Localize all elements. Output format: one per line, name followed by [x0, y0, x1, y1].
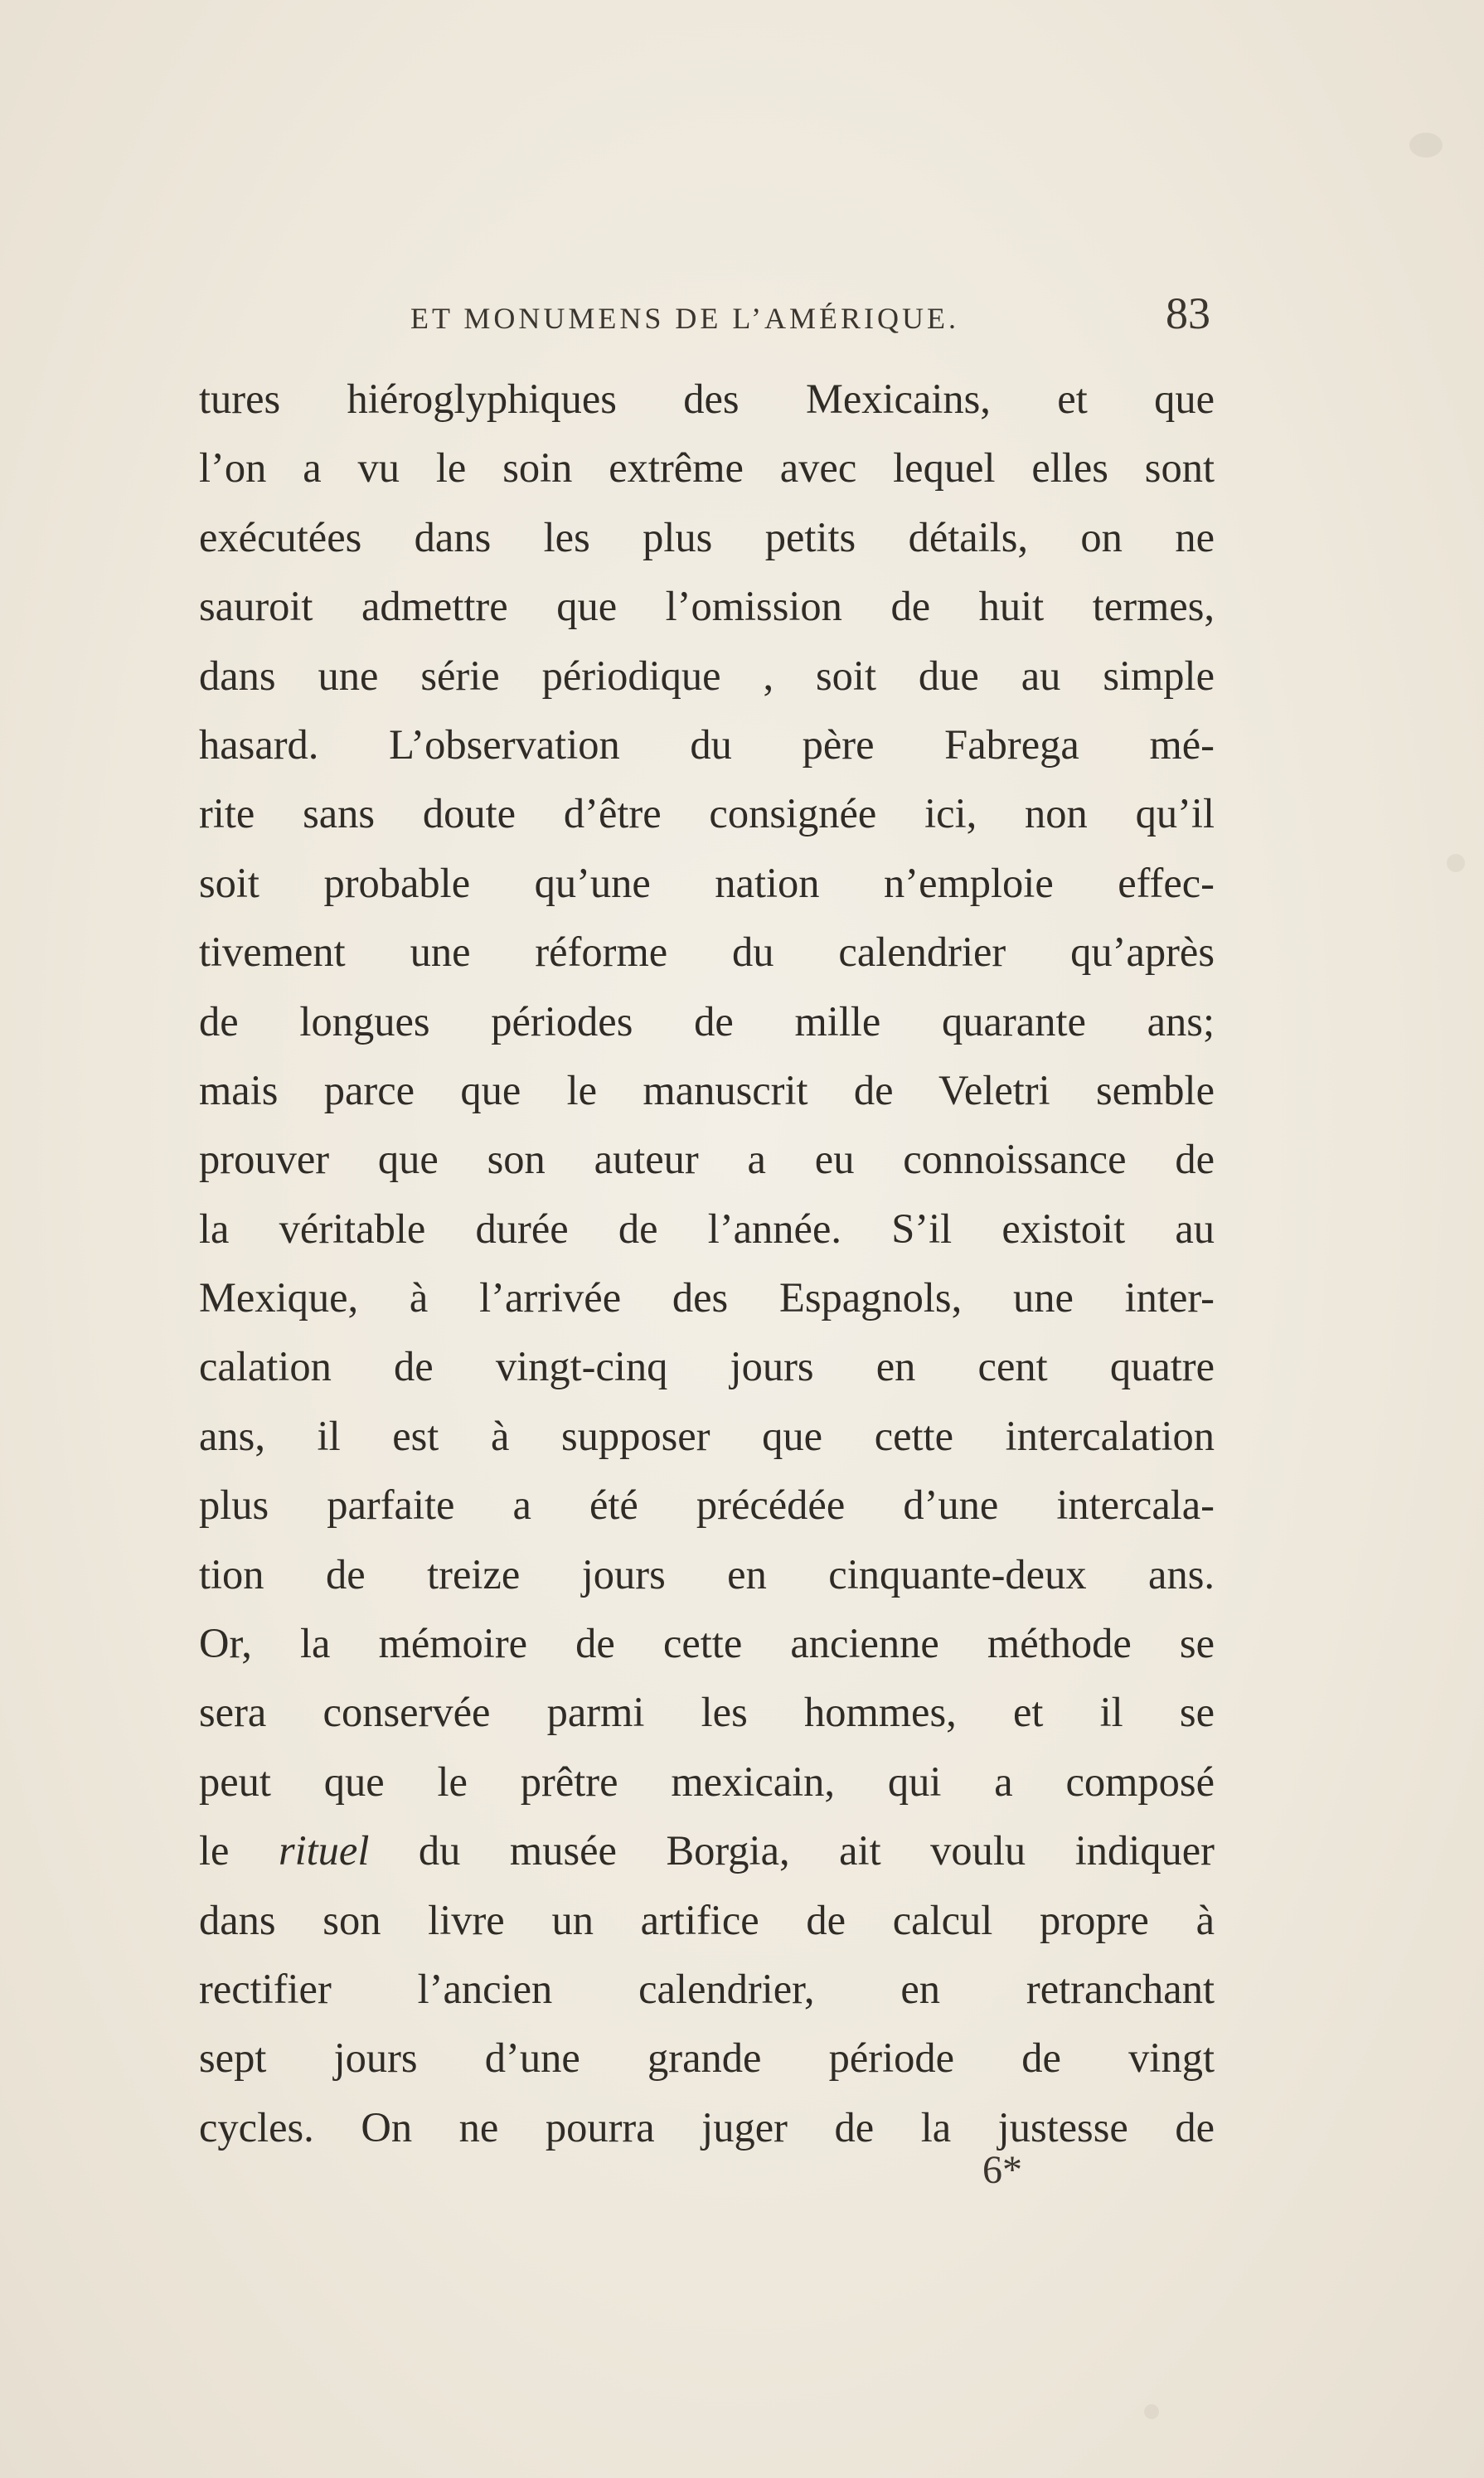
text-fragment: du musée Borgia, ait voulu indiquer — [369, 1827, 1215, 1874]
text-fragment: le — [199, 1827, 279, 1874]
text-line: l’on a vu le soin extrême avec lequel elles sont — [199, 444, 1215, 492]
text-line: soit probable qu’une nation n’emploie effec- — [199, 859, 1215, 906]
text-line: tion de treize jours en cinquante-deux ans. — [199, 1550, 1215, 1598]
text-line: la véritable durée de l’année. S’il existoit au — [199, 1205, 1215, 1252]
running-title: ET MONUMENS DE L’AMÉRIQUE. — [410, 302, 959, 335]
text-line: sauroit admettre que l’omission de huit termes, — [199, 583, 1215, 630]
page-number: 83 — [1166, 289, 1210, 338]
text-line: prouver que son auteur a eu connoissance de — [199, 1136, 1215, 1183]
text-line: tivement une réforme du calendrier qu’après — [199, 929, 1215, 976]
text-line: ans, il est à supposer que cette intercalation — [199, 1412, 1215, 1459]
paper-stain — [1409, 133, 1443, 158]
text-line: Or, la mémoire de cette ancienne méthode se — [199, 1620, 1215, 1667]
text-line: Mexique, à l’arrivée des Espagnols, une inter- — [199, 1274, 1215, 1321]
text-line: rite sans doute d’être consignée ici, non qu’il — [199, 790, 1215, 837]
text-line: sept jours d’une grande période de vingt — [199, 2034, 1215, 2082]
paper-stain — [1144, 2404, 1159, 2419]
text-line: rectifier l’ancien calendrier, en retranchant — [199, 1965, 1215, 2012]
paper-stain — [1447, 854, 1465, 872]
running-head — [203, 286, 1210, 344]
italic-word-rituel: rituel — [278, 1827, 370, 1874]
text-line: cycles. On ne pourra juger de la justesse de — [199, 2103, 1215, 2151]
text-line-rituel — [199, 1816, 1215, 1885]
text-line: calation de vingt-cinq jours en cent quatre — [199, 1343, 1215, 1390]
text-line: sera conservée parmi les hommes, et il se — [199, 1689, 1215, 1736]
text-line: mais parce que le manuscrit de Veletri semble — [199, 1066, 1215, 1113]
signature-mark: 6* — [982, 2148, 1022, 2192]
text-line: dans son livre un artifice de calcul propre à — [199, 1896, 1215, 1943]
text-line: dans une série périodique , soit due au simple — [199, 652, 1215, 699]
text-line: plus parfaite a été précédée d’une intercala- — [199, 1481, 1215, 1529]
text-line: hasard. L’observation du père Fabrega mé- — [199, 720, 1215, 768]
text-line: exécutées dans les plus petits détails, on ne — [199, 513, 1215, 560]
text-line: tures hiéroglyphiques des Mexicains, et que — [199, 376, 1215, 422]
text-line: de longues périodes de mille quarante ans; — [199, 997, 1215, 1045]
body-text — [199, 365, 1215, 2162]
text-line: peut que le prêtre mexicain, qui a composé — [199, 1758, 1215, 1805]
